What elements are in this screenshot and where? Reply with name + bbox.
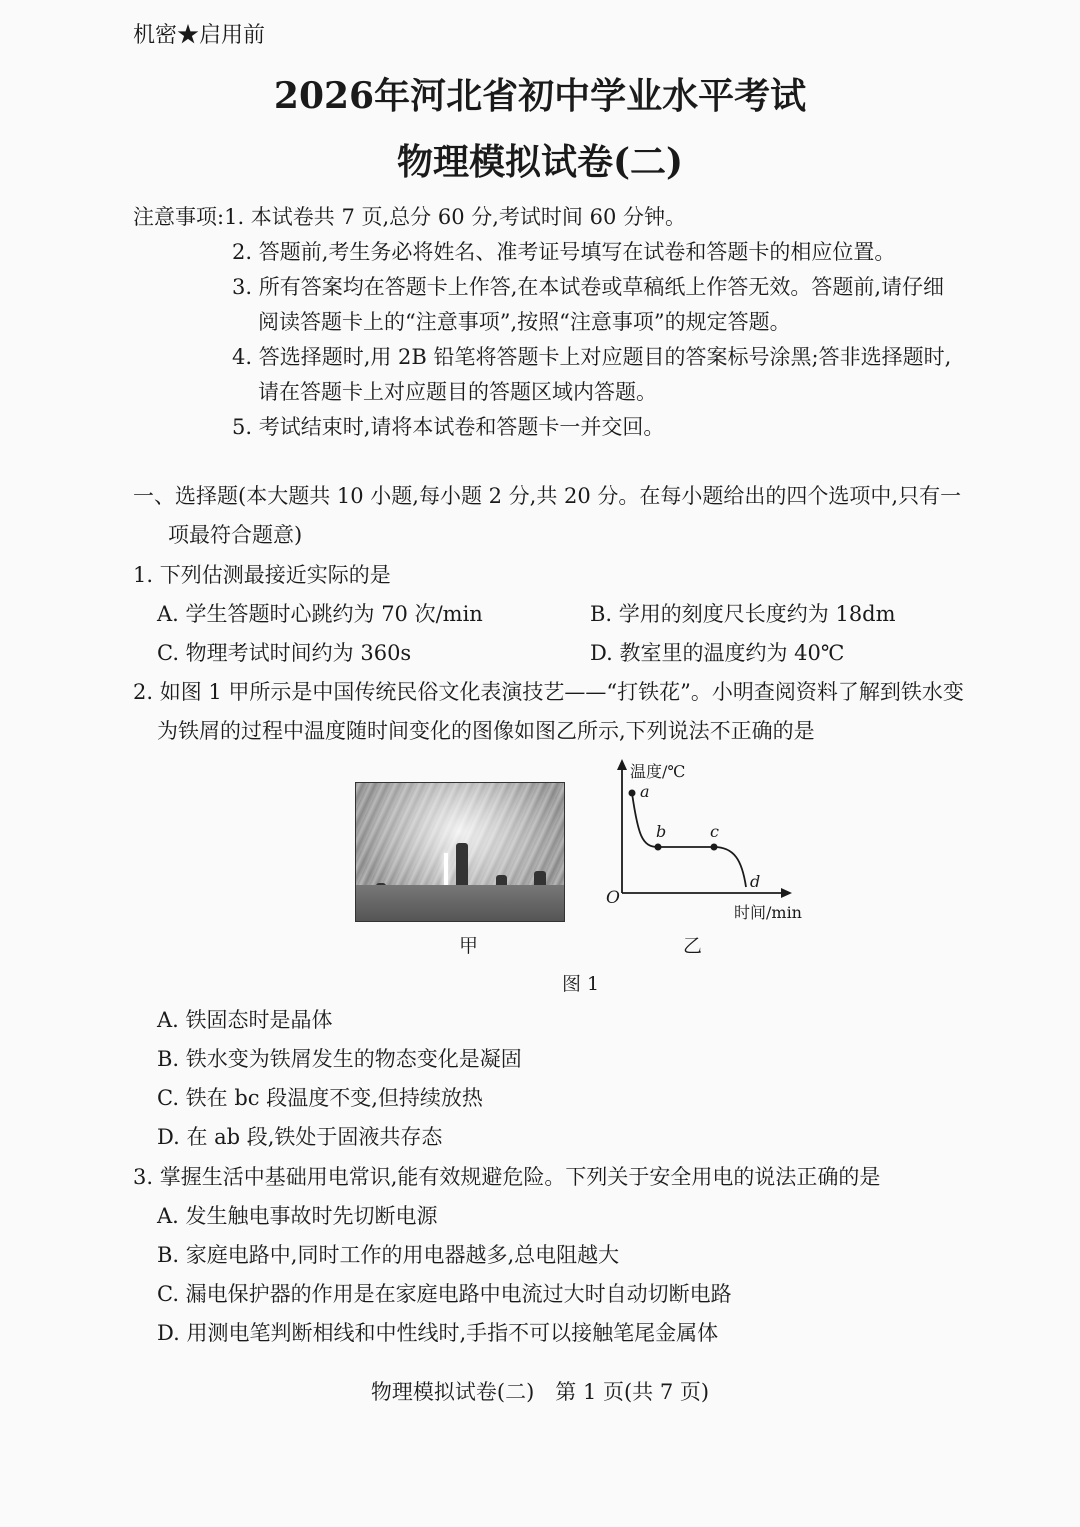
q2-stem-cont: 为铁屑的过程中温度随时间变化的图像如图乙所示,下列说法不正确的是 — [157, 719, 815, 743]
point-c-dot — [711, 844, 718, 851]
q3-option-d: D. 用测电笔判断相线和中性线时,手指不可以接触笔尾金属体 — [157, 1321, 719, 1345]
q1-option-b: B. 学用的刻度尺长度约为 18dm — [590, 602, 896, 626]
exam-title: 2026年河北省初中学业水平考试 — [273, 75, 807, 117]
exam-subtitle: 物理模拟试卷(二) — [396, 141, 684, 183]
note-item-1: 1. 本试卷共 7 页,总分 60 分,考试时间 60 分钟。 — [224, 205, 686, 229]
figure-jia-photo — [355, 782, 565, 922]
q3-stem: 3. 掌握生活中基础用电常识,能有效规避危险。下列关于安全用电的说法正确的是 — [133, 1165, 881, 1189]
q2-option-c: C. 铁在 bc 段温度不变,但持续放热 — [157, 1086, 483, 1110]
performer-figure — [456, 843, 468, 888]
figure-caption: 图 1 — [562, 973, 600, 995]
graph-origin: O — [606, 888, 620, 908]
q3-option-a: A. 发生触电事故时先切断电源 — [157, 1204, 438, 1228]
point-a-dot — [629, 790, 636, 797]
figure-jia-label: 甲 — [459, 935, 479, 957]
point-d-label: d — [750, 872, 761, 891]
figure-yi-graph — [600, 755, 820, 925]
graph-xlabel: 时间/min — [734, 903, 802, 922]
q3-option-b: B. 家庭电路中,同时工作的用电器越多,总电阻越大 — [157, 1243, 620, 1267]
notes-heading-label: 注意事项: — [133, 205, 225, 229]
note-item-3: 3. 所有答案均在答题卡上作答,在本试卷或草稿纸上作答无效。答题前,请仔细 — [232, 275, 945, 299]
q2-option-a: A. 铁固态时是晶体 — [157, 1008, 333, 1032]
point-c-label: c — [710, 822, 719, 841]
confidential-mark: 机密★启用前 — [133, 23, 266, 48]
y-axis-arrow — [617, 759, 627, 770]
note-item-5: 5. 考试结束时,请将本试卷和答题卡一并交回。 — [232, 415, 665, 439]
notes-heading — [133, 200, 686, 235]
q2-stem: 2. 如图 1 甲所示是中国传统民俗文化表演技艺——“打铁花”。小明查阅资料了解到铁水变 — [133, 680, 964, 704]
x-axis-arrow — [781, 888, 792, 898]
note-item-4: 4. 答选择题时,用 2B 铅笔将答题卡上对应题目的答案标号涂黑;答非选择题时, — [232, 345, 952, 369]
figure-yi-label: 乙 — [683, 935, 703, 957]
q1-option-d: D. 教室里的温度约为 40℃ — [590, 641, 845, 665]
q3-option-c: C. 漏电保护器的作用是在家庭电路中电流过大时自动切断电路 — [157, 1282, 732, 1306]
section1-heading: 一、选择题(本大题共 10 小题,每小题 2 分,共 20 分。在每小题给出的四个选项中,只有一 — [133, 484, 962, 508]
q1-option-c: C. 物理考试时间约为 360s — [157, 641, 412, 665]
graph-ylabel: 温度/℃ — [630, 762, 686, 781]
point-b-label: b — [656, 822, 667, 841]
cooling-curve — [632, 793, 746, 887]
point-b-dot — [655, 844, 662, 851]
note-item-4-cont: 请在答题卡上对应题目的答题区域内答题。 — [258, 380, 657, 404]
q1-option-a: A. 学生答题时心跳约为 70 次/min — [157, 602, 483, 626]
q2-option-d: D. 在 ab 段,铁处于固液共存态 — [157, 1125, 443, 1149]
page-footer: 物理模拟试卷(二) 第 1 页(共 7 页) — [370, 1380, 710, 1404]
ground — [356, 885, 564, 921]
note-item-3-cont: 阅读答题卡上的“注意事项”,按照“注意事项”的规定答题。 — [258, 310, 791, 334]
note-item-2: 2. 答题前,考生务必将姓名、准考证号填写在试卷和答题卡的相应位置。 — [232, 240, 896, 264]
q1-stem: 1. 下列估测最接近实际的是 — [133, 563, 391, 587]
q2-option-b: B. 铁水变为铁屑发生的物态变化是凝固 — [157, 1047, 522, 1071]
point-a-label: a — [640, 782, 650, 801]
section1-heading-cont: 项最符合题意) — [168, 523, 303, 547]
